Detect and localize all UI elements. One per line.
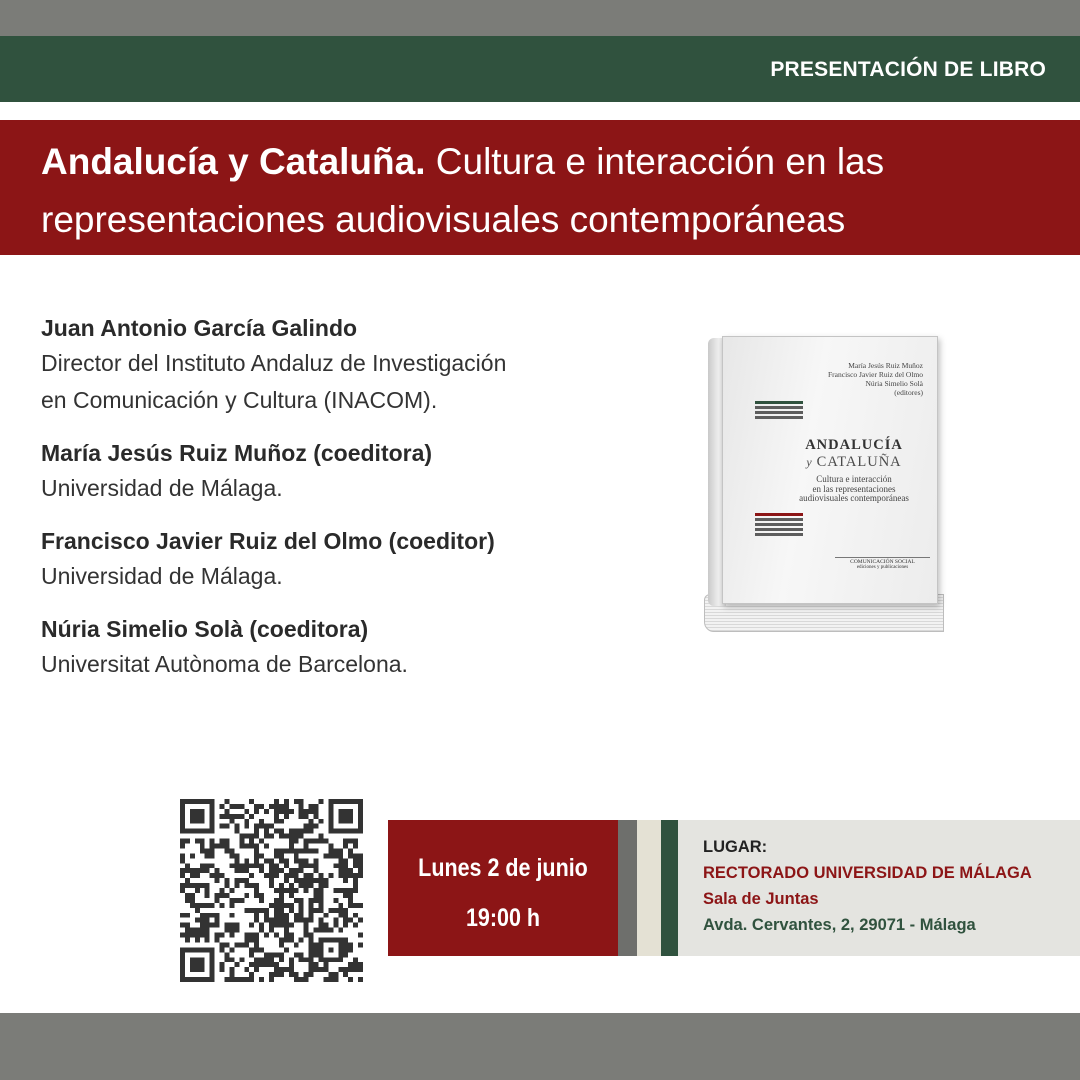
- presenter-name: María Jesús Ruiz Muñoz (coeditora): [41, 440, 433, 466]
- bottom-gray-band: [0, 1013, 1080, 1080]
- presenter-item: [41, 311, 641, 419]
- presenter-name: Juan Antonio García Galindo: [41, 315, 358, 341]
- presenter-affiliation: Universidad de Málaga.: [41, 563, 283, 589]
- book-cover: [722, 336, 938, 604]
- cover-subtitle: Cultura e interacción en las representaciones audiovisuales contemporáneas: [799, 474, 909, 503]
- presenter-affiliation: Universitat Autònoma de Barcelona.: [41, 651, 408, 677]
- cover-title-line1: ANDALUCÍA: [805, 437, 903, 453]
- book-image: [700, 332, 950, 642]
- book-title-rest: Cultura e interacción en las representaciones audiovisuales contemporáneas: [41, 141, 885, 240]
- presenters-list: [41, 311, 641, 700]
- cover-stripes-bottom: [755, 513, 803, 538]
- cover-author: María Jesús Ruiz Muñoz: [848, 361, 923, 370]
- presenter-item: [41, 436, 641, 507]
- venue-address: Avda. Cervantes, 2, 29071 - Málaga: [703, 916, 976, 934]
- presenter-item: [41, 612, 641, 683]
- presenter-affiliation: Universidad de Málaga.: [41, 475, 283, 501]
- venue-info: [703, 834, 1032, 938]
- presenter-affiliation: Director del Instituto Andaluz de Investigación en Comunicación y Cultura (INACOM).: [41, 350, 507, 413]
- cover-author: Núria Simelio Solà: [865, 379, 923, 388]
- book-title: [41, 133, 1041, 249]
- venue-label: LUGAR:: [703, 838, 768, 856]
- divider-strip-cream: [637, 820, 661, 956]
- cover-editors-note: (editores): [894, 388, 923, 397]
- top-gray-band: [0, 0, 1080, 36]
- cover-authors: [828, 361, 923, 397]
- event-datetime: [404, 843, 602, 943]
- divider-strip-green: [661, 820, 678, 956]
- book-title-bold: Andalucía y Cataluña.: [41, 141, 426, 182]
- event-time: 19:00 h: [465, 904, 541, 932]
- venue-room: Sala de Juntas: [703, 890, 819, 908]
- cover-author: Francisco Javier Ruiz del Olmo: [828, 370, 923, 379]
- cover-publisher: COMUNICACIÓN SOCIAL ediciones y publicaciones: [835, 557, 930, 570]
- presenter-item: [41, 524, 641, 595]
- presenter-name: Núria Simelio Solà (coeditora): [41, 616, 369, 642]
- cover-stripes-top: [755, 401, 803, 421]
- cover-title: [779, 437, 929, 504]
- section-kicker: PRESENTACIÓN DE LIBRO: [770, 58, 1046, 81]
- divider-strip-gray: [618, 820, 637, 956]
- cover-title-line2: y CATALUÑA: [806, 454, 902, 470]
- qr-code-icon[interactable]: [180, 799, 363, 982]
- venue-name: RECTORADO UNIVERSIDAD DE MÁLAGA: [703, 864, 1032, 882]
- event-date: Lunes 2 de junio: [418, 854, 588, 882]
- presenter-name: Francisco Javier Ruiz del Olmo (coeditor): [41, 528, 495, 554]
